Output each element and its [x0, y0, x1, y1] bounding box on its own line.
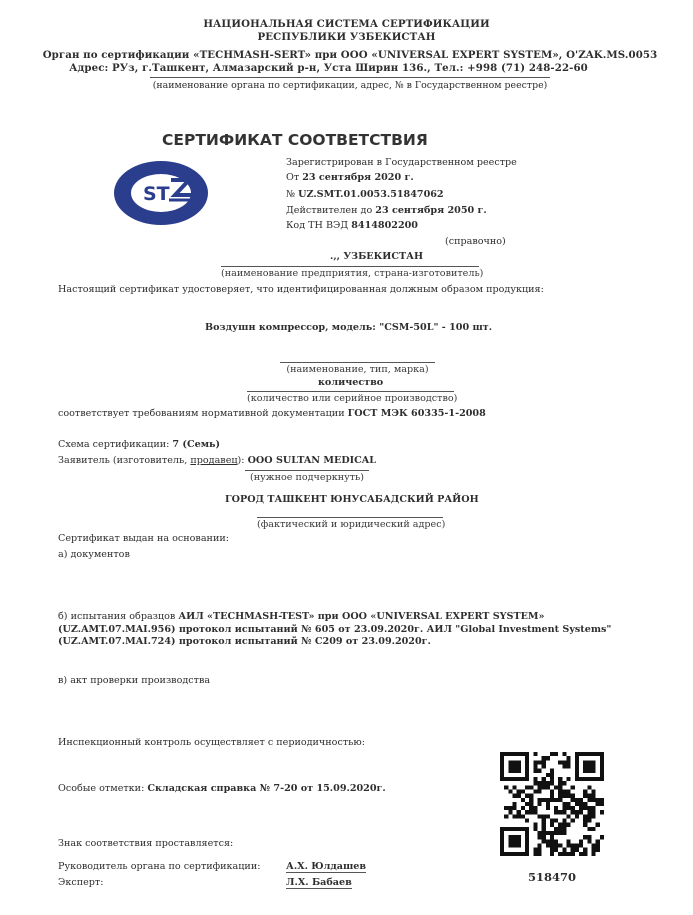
serial-number: 518470 [528, 870, 577, 884]
registry-registered: Зарегистрирован в Государственном реестре [286, 157, 517, 168]
header-line-4: Адрес: РУз, г.Ташкент, Алмазарский р-н, Уста Ширин 136., Тел.: +998 (71) 248-22-60 [69, 62, 588, 74]
registry-number [286, 189, 444, 200]
registry-code-label: Код ТН ВЭД [286, 220, 352, 231]
registry-reference: (справочно) [445, 236, 506, 247]
inspection: Инспекционный контроль осуществляет с периодичностью: [58, 737, 365, 748]
basis-tests-value-1: АИЛ «TECHMASH-TEST» при ООО «UNIVERSAL EXPERT SYSTEM» [178, 611, 545, 622]
head-name: А.Х. Юлдашев [286, 861, 367, 872]
address-caption: (фактический и юридический адрес) [257, 519, 446, 530]
quantity-caption: (количество или серийное производство) [247, 393, 458, 404]
quantity-value: количество [318, 377, 384, 388]
applicant-label-start: Заявитель (изготовитель, [58, 455, 191, 466]
product-caption: (наименование, тип, марка) [280, 362, 435, 375]
registry-code-value: 8414802200 [351, 220, 418, 231]
registry-valid-label: Действителен до [286, 205, 376, 216]
header-line-1: НАЦИОНАЛЬНАЯ СИСТЕМА СЕРТИФИКАЦИИ [203, 18, 490, 30]
certification-logo-icon [113, 160, 209, 226]
compliance-label: соответствует требованиям нормативной документации [58, 408, 348, 419]
manufacturer-value: .,, УЗБЕКИСТАН [330, 251, 424, 262]
header-line-3: Орган по сертификации «TECHMASH-SERT» при ООО «UNIVERSAL EXPERT SYSTEM», O'ZAK.MS.0053 [42, 49, 658, 61]
compliance-value: ГОСТ МЭК 60335-1-2008 [347, 408, 486, 419]
head-label: Руководитель органа по сертификации: [58, 861, 261, 872]
basis-documents: а) документов [58, 549, 130, 560]
registry-from-label: От [286, 172, 303, 183]
registry-from-value: 23 сентября 2020 г. [302, 172, 414, 183]
basis-production-check: в) акт проверки производства [58, 675, 211, 686]
scheme [58, 439, 220, 450]
applicant-caption: (нужное подчеркнуть) [245, 470, 369, 483]
statement: Настоящий сертификат удостоверяет, что идентифицированная должным образом продукция: [58, 284, 544, 295]
page-title: СЕРТИФИКАТ СООТВЕТСТВИЯ [162, 131, 428, 149]
applicant-label-end: ): [237, 455, 248, 466]
expert-name: Л.Х. Бабаев [286, 877, 352, 888]
scheme-label: Схема сертификации: [58, 439, 173, 450]
registry-from [286, 172, 414, 183]
qr-code-icon [500, 752, 604, 856]
logo-text: ST [143, 183, 170, 205]
address-value: ГОРОД ТАШКЕНТ ЮНУСАБАДСКИЙ РАЙОН [225, 494, 479, 505]
special-notes [58, 783, 386, 794]
basis-tests-line-1 [58, 611, 545, 622]
applicant-label-underlined: продавец [190, 455, 238, 466]
expert-label: Эксперт: [58, 877, 104, 888]
basis-tests-line-2: (UZ.AMT.07.MAI.956) протокол испытаний № 605 от 23.09.2020г. АИЛ "Global Investment Systems" [58, 624, 612, 635]
registry-valid-value: 23 сентября 2050 г. [375, 205, 487, 216]
special-notes-value: Складская справка № 7-20 от 15.09.2020г. [147, 783, 386, 794]
applicant [58, 455, 376, 466]
header-caption: (наименование органа по сертификации, адрес, № в Государственном реестре) [150, 77, 550, 91]
manufacturer-caption: (наименование предприятия, страна-изготовитель) [221, 268, 484, 279]
registry-number-label: № [286, 189, 299, 200]
registry-number-value: UZ.SMT.01.0053.51847062 [298, 189, 444, 200]
scheme-value: 7 (Семь) [172, 439, 221, 450]
mark: Знак соответствия проставляется: [58, 838, 234, 849]
product-value: Воздушн компрессор, модель: "CSM-50L" - 100 шт. [205, 322, 493, 333]
special-notes-label: Особые отметки: [58, 783, 148, 794]
applicant-value: ООО SULTAN MEDICAL [247, 455, 376, 466]
compliance [58, 408, 486, 419]
registry-code [286, 220, 418, 231]
basis-title: Сертификат выдан на основании: [58, 533, 229, 544]
basis-tests-label: б) испытания образцов [58, 611, 179, 622]
registry-valid [286, 205, 487, 216]
basis-tests-line-3: (UZ.AMT.07.MAI.724) протокол испытаний № C209 от 23.09.2020г. [58, 636, 431, 647]
header-line-2: РЕСПУБЛИКИ УЗБЕКИСТАН [257, 31, 436, 43]
